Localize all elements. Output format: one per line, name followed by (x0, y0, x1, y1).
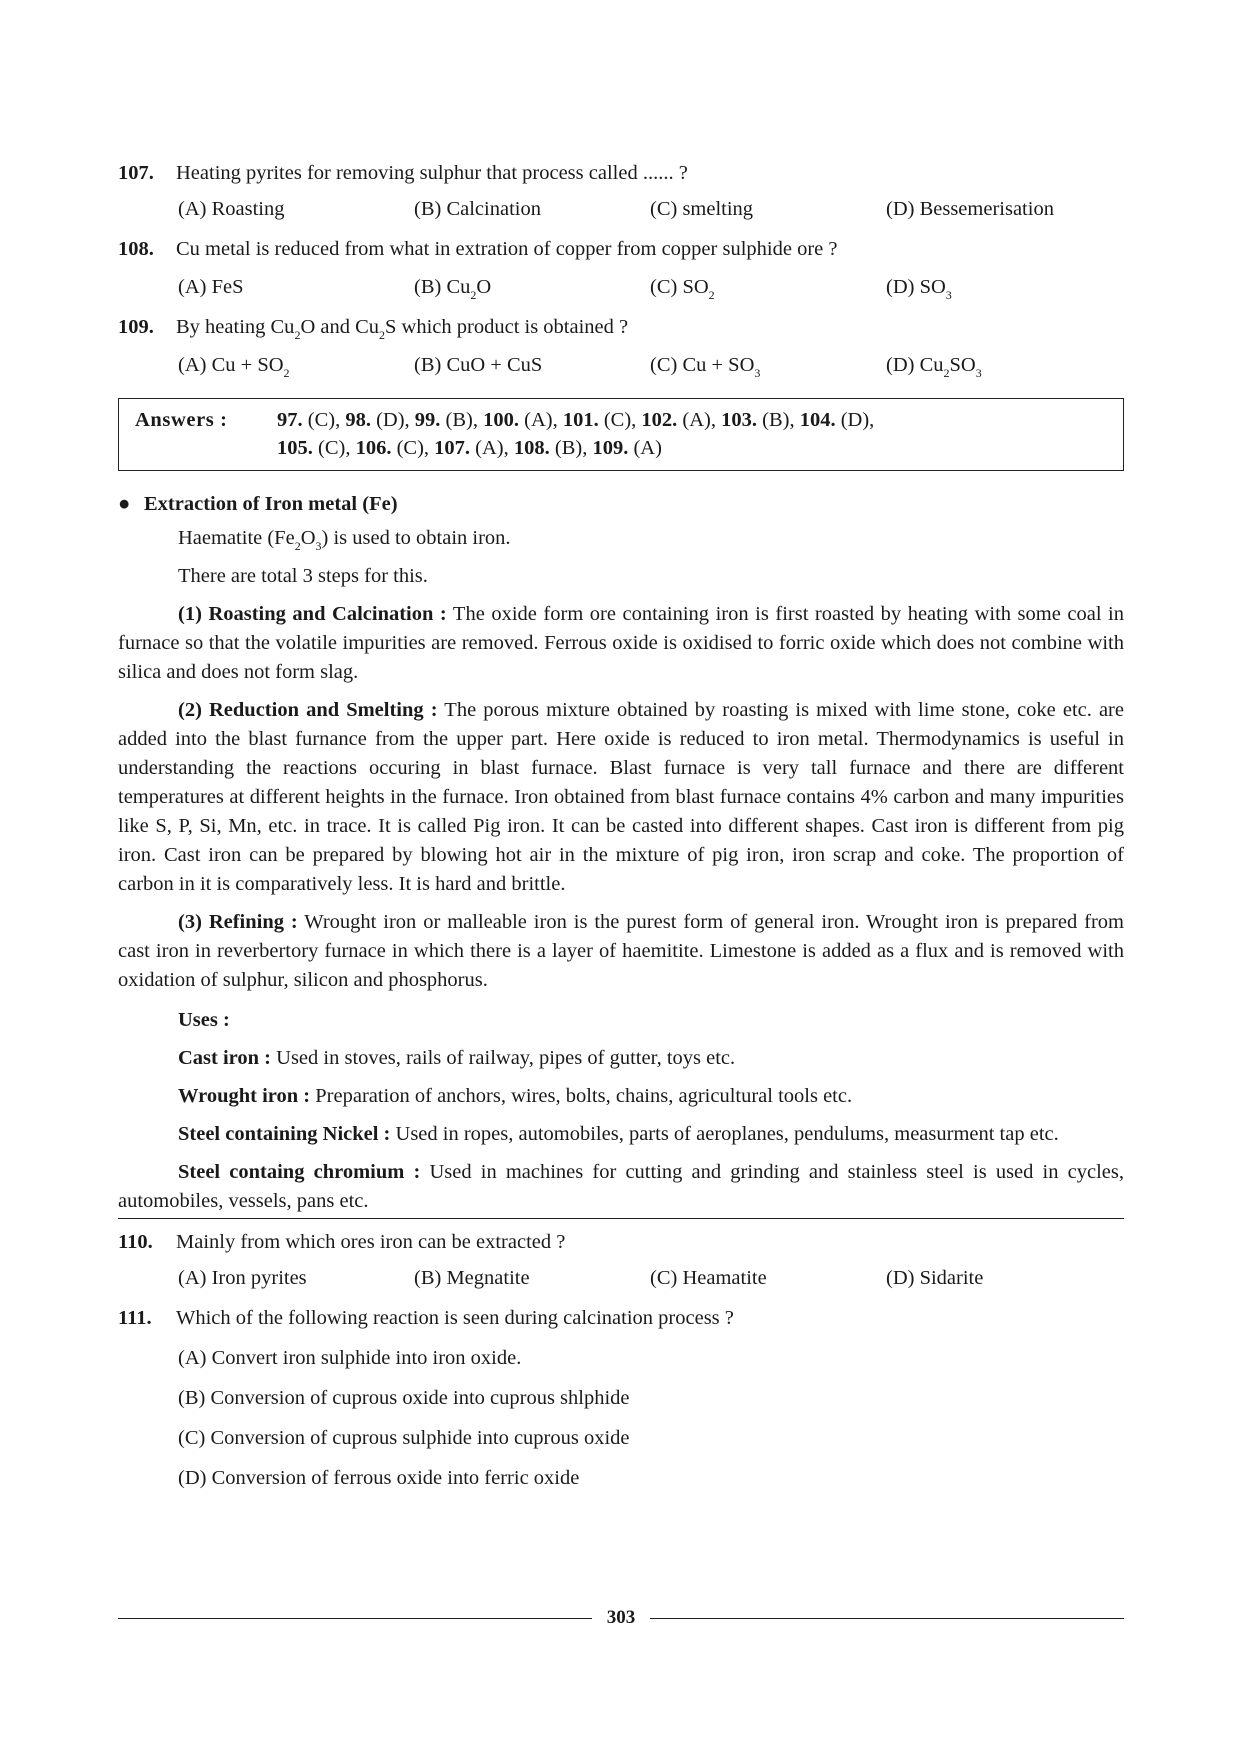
answer-item (483, 409, 563, 431)
answer-value: (B), (549, 437, 593, 459)
answer-item (641, 409, 721, 431)
answer-value: (D), (370, 409, 415, 431)
answer-item (800, 409, 875, 431)
steps-line: There are total 3 steps for this. (178, 565, 428, 587)
option-a: (A) FeS (178, 276, 244, 298)
option-b: (B) Conversion of cuprous oxide into cuprous shlphide (178, 1387, 630, 1409)
answer-number: 105. (277, 437, 313, 459)
page-number: 303 (606, 1607, 636, 1628)
option-b: (B) Calcination (414, 198, 541, 220)
question-text: Cu metal is reduced from what in extration of copper from copper sulphide ore ? (176, 238, 838, 260)
option-b: (B) CuO + CuS (414, 354, 543, 376)
answer-number: 98. (345, 409, 371, 431)
question-number: 111. (118, 1307, 152, 1329)
question-number: 108. (118, 238, 154, 260)
answer-value: (D), (835, 409, 875, 431)
answer-item (345, 409, 414, 431)
option-a: (A) Iron pyrites (178, 1267, 307, 1289)
option-c: (C) smelting (650, 198, 754, 220)
option-c: (C) Conversion of cuprous sulphide into cuprous oxide (178, 1427, 630, 1449)
bullet-icon: ● (118, 493, 131, 515)
option-d: (D) $Cu_2SO_3$ (886, 354, 982, 380)
option-c: (C) $SO_2$ (650, 276, 715, 302)
answer-value: (B), (440, 409, 484, 431)
use-chromium-steel: Steel containg chromium : Used in machines for cutting and grinding and stainless steel is used in cycles, automobiles, vessels, pans etc. (118, 1161, 1124, 1212)
option-d: (D) Conversion of ferrous oxide into ferric oxide (178, 1467, 580, 1489)
answer-value: (C), (302, 409, 346, 431)
answer-value: (A), (470, 437, 514, 459)
question-text: By heating $Cu_2O$ and $Cu_2S$ which product is obtained ? (176, 316, 629, 342)
answer-number: 100. (483, 409, 519, 431)
option-d: (D) Sidarite (886, 1267, 984, 1289)
answer-number: 97. (277, 409, 303, 431)
uses-heading: Uses : (178, 1009, 230, 1031)
section-heading (118, 489, 1124, 519)
answer-item (721, 409, 800, 431)
footer-rule-right (650, 1618, 1124, 1619)
page-content (118, 158, 1124, 1493)
option-a: (A) Convert iron sulphide into iron oxide. (178, 1347, 522, 1369)
answer-value: (A) (628, 437, 662, 459)
answer-number: 109. (592, 437, 629, 459)
answer-number: 99. (414, 409, 441, 431)
question-109 (118, 312, 1124, 342)
option-c: (C) Heamatite (650, 1267, 767, 1289)
answer-value: (A), (519, 409, 563, 431)
options-109 (118, 350, 1124, 384)
options-108 (118, 272, 1124, 306)
option-a: (A) Roasting (178, 198, 285, 220)
use-wrought-iron: Wrought iron : Preparation of anchors, wires, bolts, chains, agricultural tools etc. (178, 1085, 853, 1107)
option-a: (A) $Cu + SO_2$ (178, 354, 290, 380)
page-footer (118, 1604, 1124, 1634)
answer-number: 101. (562, 409, 599, 431)
answer-item (277, 437, 356, 459)
paragraph-roasting: (1) Roasting and Calcination : The oxide form ore containing iron is first roasted by heating with some coal in furnace so that the volatile impurities are removed. Ferrous oxide is oxidised to forric oxide which does not combine with silica and does not form slag. (118, 603, 1124, 683)
answer-item (356, 437, 435, 459)
answers-box (118, 398, 1124, 471)
option-b: (B) Megnatite (414, 1267, 530, 1289)
answer-item (514, 437, 593, 459)
use-nickel-steel: Steel containing Nickel : Used in ropes, automobiles, parts of aeroplanes, pendulums, measurment tap etc. (178, 1123, 1059, 1145)
answer-value: (B), (757, 409, 800, 431)
question-text: Heating pyrites for removing sulphur that process called ...... ? (176, 162, 688, 184)
options-107 (118, 194, 1124, 228)
paragraph-reduction: (2) Reduction and Smelting : The porous mixture obtained by roasting is mixed with lime stone, coke etc. are added into the blast furnance from the upper part. Here oxide is reduced to iron metal. Thermodynamics is useful in understanding the reactions occuring in blast furnace. Blast furnace is very tall furnace and there are different temperatures at different heights in the furnace. Iron obtained from blast furnace contains 4% carbon and many impurities like S, P, Si, Mn, etc. in trace. It is called Pig iron. It can be casted into different shapes. Cast iron is different from pig iron. Cast iron can be prepared by blowing hot air in the mixture of pig iron, iron scrap and coke. The proportion of carbon in it is comparatively less. It is hard and brittle. (118, 699, 1124, 895)
question-107 (118, 158, 1124, 188)
answer-number: 102. (641, 409, 678, 431)
answer-value: (A), (677, 409, 722, 431)
answer-item (277, 409, 345, 431)
answer-number: 108. (513, 437, 550, 459)
question-text: Mainly from which ores iron can be extracted ? (176, 1231, 566, 1253)
question-number: 110. (118, 1231, 153, 1253)
question-110 (118, 1227, 1124, 1257)
options-110 (118, 1263, 1124, 1297)
answers-label: Answers : (135, 409, 228, 431)
option-c: (C) $Cu + SO_3$ (650, 354, 761, 380)
section-title: Extraction of Iron metal (Fe) (144, 493, 398, 515)
answer-number: 106. (355, 437, 392, 459)
section-divider (118, 1218, 1124, 1219)
option-d: (D) $SO_3$ (886, 276, 952, 302)
answer-value: (C), (312, 437, 356, 459)
answer-value: (C), (598, 409, 642, 431)
option-b: (B) $Cu_2O$ (414, 276, 492, 302)
answer-number: 104. (799, 409, 836, 431)
answer-value: (C), (391, 437, 435, 459)
question-111 (118, 1303, 1124, 1333)
answer-item (415, 409, 483, 431)
answer-number: 107. (434, 437, 471, 459)
question-text: Which of the following reaction is seen during calcination process ? (176, 1307, 734, 1329)
answer-item (563, 409, 642, 431)
paragraph-refining: (3) Refining : Wrought iron or malleable iron is the purest form of general iron. Wrought iron is prepared from cast iron in reverbertory furnace in which there is a layer of haemitite. Limestone is added as a flux and is removed with oxidation of sulphur, silicon and phosphorus. (118, 911, 1124, 991)
haematite-line: Haematite $(Fe_2O_3)$ is used to obtain iron. (178, 527, 511, 553)
answer-item (434, 437, 514, 459)
option-d: (D) Bessemerisation (886, 198, 1054, 220)
question-number: 109. (118, 316, 154, 338)
answer-item (592, 437, 661, 459)
answer-number: 103. (721, 409, 758, 431)
question-number: 107. (118, 162, 154, 184)
question-108 (118, 234, 1124, 264)
use-cast-iron: Cast iron : Used in stoves, rails of railway, pipes of gutter, toys etc. (178, 1047, 736, 1069)
answers-list (277, 406, 1107, 462)
